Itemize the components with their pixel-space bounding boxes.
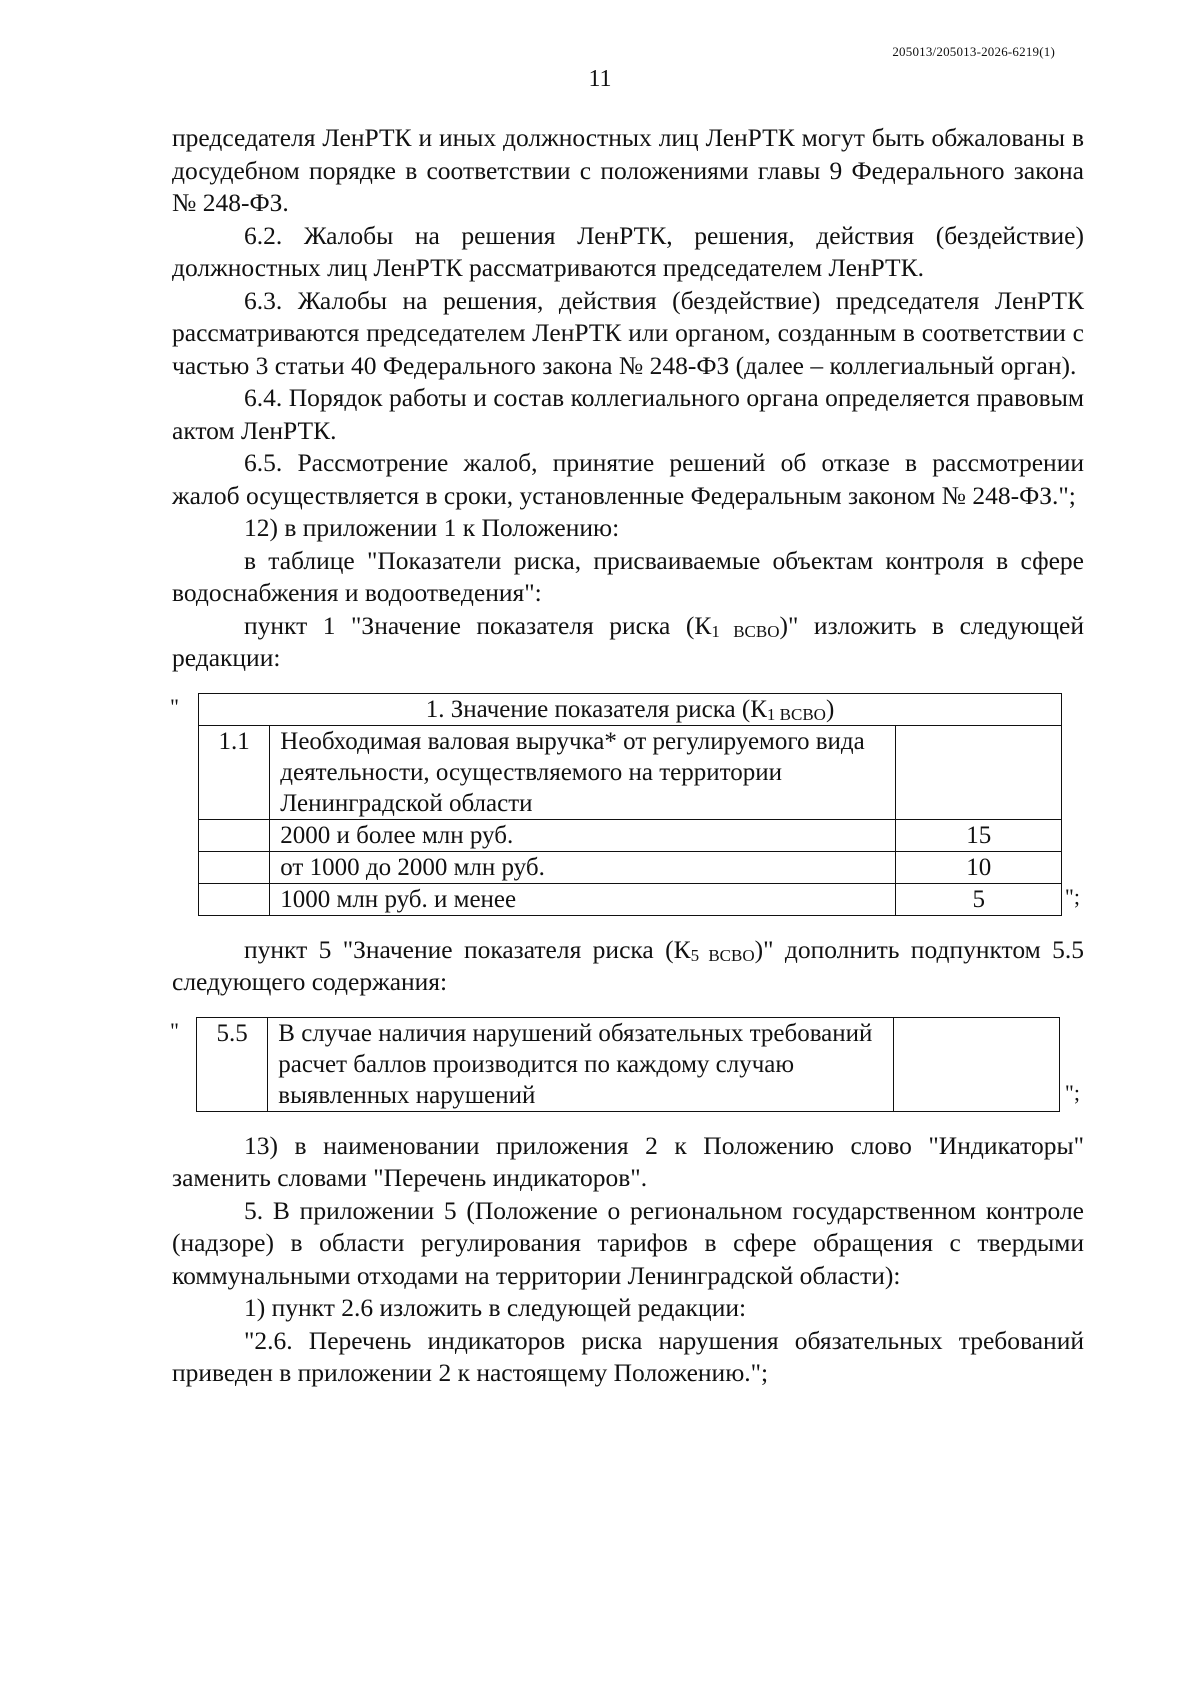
row-description: В случае наличия нарушений обязательных требований расчет баллов производится по каждому случаю выявленных нарушений [268, 1017, 894, 1111]
paragraph: "2.6. Перечень индикаторов риска нарушения обязательных требований приведен в приложении 2 к настоящему Положению."; [172, 1325, 1084, 1387]
risk-table-1 [198, 693, 1062, 916]
table-row [199, 883, 1062, 915]
document-id: 205013/205013-2026-6219(1) [892, 44, 1055, 59]
row-score: 10 [896, 851, 1062, 883]
paragraph: председателя ЛенРТК и иных должностных лиц ЛенРТК могут быть обжалованы в досудебном порядке в соответствии с положениями главы 9 Федерального закона № 248-ФЗ. [172, 123, 1084, 217]
paragraph: 13) в наименовании приложения 2 к Положению слово "Индикаторы" заменить словами "Перечень индикаторов". [172, 1130, 1084, 1192]
table-row [199, 819, 1062, 851]
subscript: 5 ВСВО [690, 945, 755, 965]
paragraph: 6.5. Рассмотрение жалоб, принятие решений об отказе в рассмотрении жалоб осуществляется в сроки, установленные Федеральным законом № 248-ФЗ."; [172, 448, 1084, 510]
text-fragment: 1. Значение показателя риска (К [425, 695, 767, 723]
row-score [896, 725, 1062, 819]
document-body [172, 122, 1084, 1390]
paragraph: в таблице "Показатели риска, присваиваемые объектам контроля в сфере водоснабжения и водоотведения": [172, 545, 1084, 607]
text-fragment: )" дополнить подпунктом 5.5 следующего содержания: [172, 934, 1084, 996]
table-row [199, 851, 1062, 883]
open-quote: " [170, 1017, 179, 1043]
risk-table-2-wrapper [172, 1017, 1084, 1112]
row-score [894, 1017, 1060, 1111]
row-description: 2000 и более млн руб. [270, 819, 896, 851]
row-number [199, 819, 270, 851]
risk-table-1-wrapper [172, 693, 1084, 916]
row-score: 5 [896, 883, 1062, 915]
page-number: 11 [588, 66, 612, 92]
subscript: 1 ВСВО [711, 621, 780, 641]
row-number [199, 851, 270, 883]
subscript: 1 ВСВО [766, 704, 826, 724]
row-description: 1000 млн руб. и менее [270, 883, 896, 915]
risk-table-2 [196, 1017, 1060, 1112]
row-description: от 1000 до 2000 млн руб. [270, 851, 896, 883]
paragraph: 6.3. Жалобы на решения, действия (бездействие) председателя ЛенРТК рассматриваются председателем ЛенРТК или органом, созданным в соответствии с частью 3 статьи 40 Федерального закона № 248-ФЗ (далее – коллегиальный орган). [172, 285, 1084, 380]
paragraph [172, 934, 1084, 999]
text-fragment: )" изложить в следующей редакции: [172, 610, 1084, 672]
open-quote: " [170, 693, 179, 719]
paragraph: 5. В приложении 5 (Положение о региональном государственном контроле (надзоре) в области регулирования тарифов в сфере обращения с твердыми коммунальными отходами на территории Ленинградской области): [172, 1195, 1084, 1290]
text-fragment: пункт 5 "Значение показателя риска (К [244, 934, 691, 964]
table-header [199, 693, 1062, 725]
row-number: 1.1 [199, 725, 270, 819]
row-description: Необходимая валовая выручка* от регулируемого вида деятельности, осуществляемого на территории Ленинградской области [270, 725, 896, 819]
paragraph: 12) в приложении 1 к Положению: [244, 513, 620, 542]
paragraph: 1) пункт 2.6 изложить в следующей редакции: [244, 1293, 747, 1322]
row-number: 5.5 [197, 1017, 268, 1111]
close-quote: "; [1064, 1080, 1080, 1105]
table-header-row [199, 693, 1062, 725]
paragraph [172, 610, 1084, 675]
table-row [197, 1017, 1060, 1111]
text-fragment: ) [825, 695, 835, 723]
text-fragment: пункт 1 "Значение показателя риска (К [244, 610, 712, 640]
row-number [199, 883, 270, 915]
close-quote: "; [1064, 884, 1080, 909]
table-row [199, 725, 1062, 819]
paragraph: 6.2. Жалобы на решения ЛенРТК, решения, действия (бездействие) должностных лиц ЛенРТК рассматриваются председателем ЛенРТК. [172, 220, 1084, 282]
row-score: 15 [896, 819, 1062, 851]
paragraph: 6.4. Порядок работы и состав коллегиального органа определяется правовым актом ЛенРТК. [172, 383, 1084, 445]
